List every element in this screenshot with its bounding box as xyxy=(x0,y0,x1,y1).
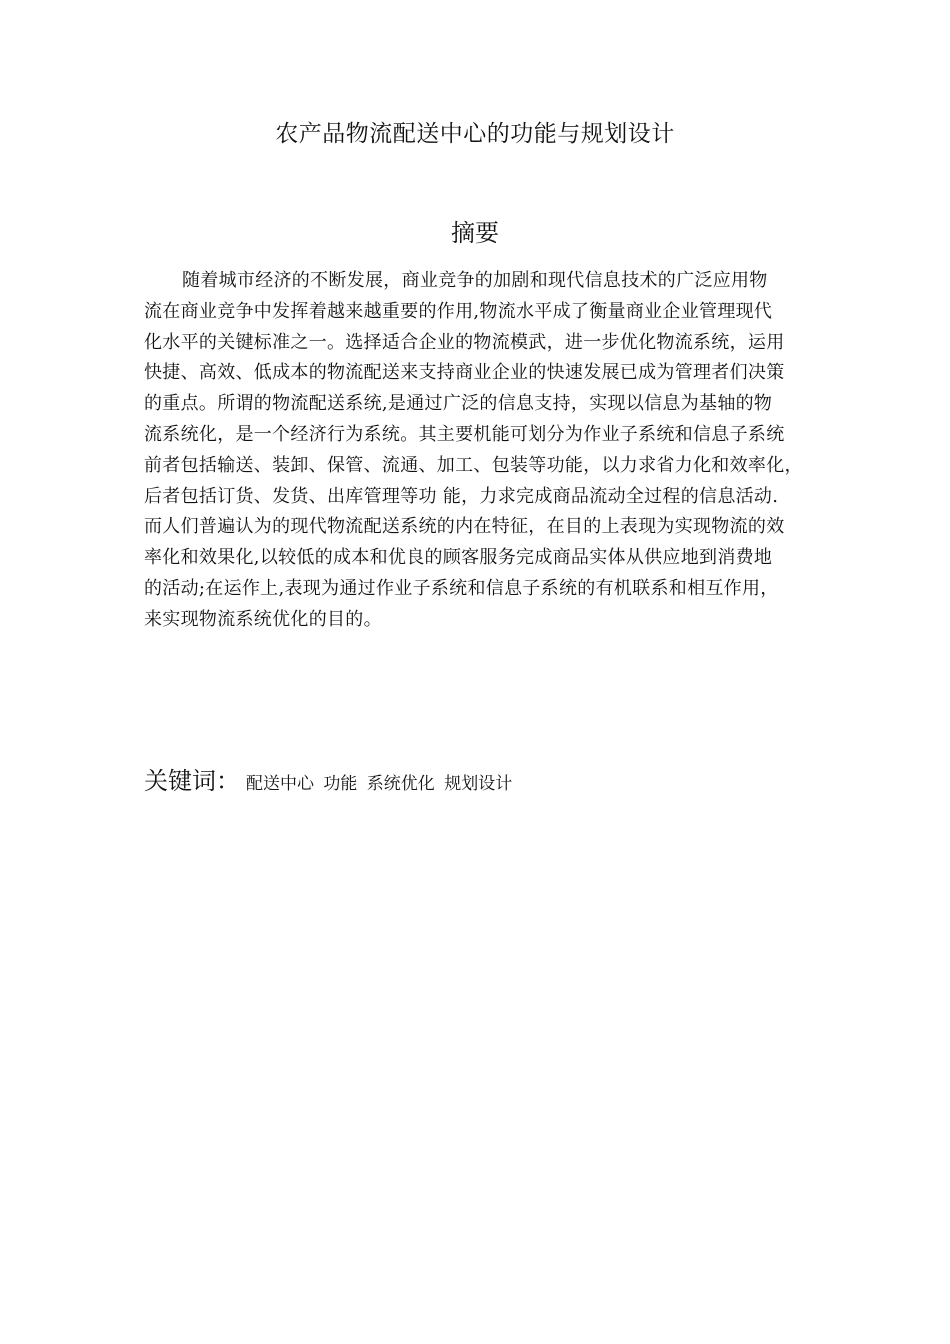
abstract-line: 而人们普遍认为的现代物流配送系统的内在特征，在目的上表现为实现物流的效 xyxy=(144,516,785,538)
abstract-line: 来实现物流系统优化的目的。 xyxy=(144,608,382,630)
abstract-line: 后者包括订货、发货、出库管理等功 能，力求完成商品流动全过程的信息活动. xyxy=(144,485,779,507)
abstract-heading: 摘要 xyxy=(451,219,499,247)
abstract-line: 随着城市经济的不断发展，商业竞争的加剧和现代信息技术的广泛应用物 xyxy=(182,270,768,291)
abstract-line: 快捷、高效、低成本的物流配送来支持商业企业的快速发展已成为管理者们决策 xyxy=(144,362,785,384)
keywords-label: 关键词： xyxy=(144,767,240,795)
abstract-line: 的重点。所谓的物流配送系统,是通过广泛的信息支持，实现以信息为基轴的物 xyxy=(144,393,773,415)
abstract-line: 流系统化，是一个经济行为系统。其主要机能可划分为作业子系统和信息子系统 xyxy=(144,423,785,445)
abstract-body xyxy=(144,266,814,636)
abstract-line: 化水平的关键标准之一。选择适合企业的物流模武，进一步优化物流系统，运用 xyxy=(144,331,785,353)
keywords-section xyxy=(144,764,814,801)
abstract-line: 的活动;在运作上,表现为通过作业子系统和信息子系统的有机联系和相互作用， xyxy=(144,577,779,599)
document-title: 农产品物流配送中心的功能与规划设计 xyxy=(275,121,675,147)
keywords-value: 配送中心 功能 系统优化 规划设计 xyxy=(246,774,513,794)
abstract-line: 前者包括输送、装卸、保管、流通、加工、包装等功能，以力求省力化和效率化， xyxy=(144,454,803,476)
abstract-line: 率化和效果化,以较低的成本和优良的顾客服务完成商品实体从供应地到消费地 xyxy=(144,547,773,569)
abstract-line: 流在商业竞争中发挥着越来越重要的作用,物流水平成了衡量商业企业管理现代 xyxy=(144,300,773,322)
